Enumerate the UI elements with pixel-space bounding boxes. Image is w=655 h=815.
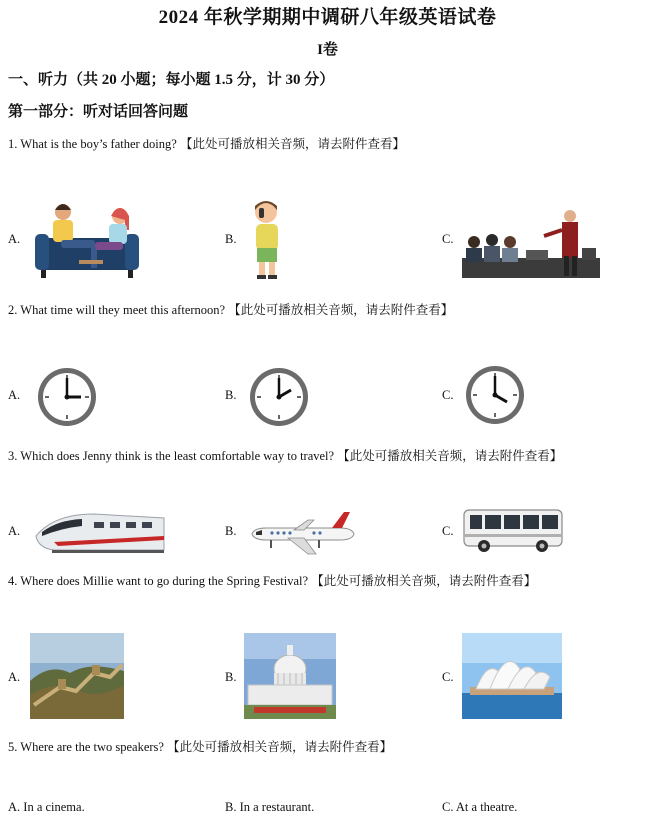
high-speed-train-image[interactable]: [34, 506, 168, 556]
q1-option-a-letter: A.: [8, 232, 21, 246]
part-heading: 第一部分：听对话回答问题: [8, 104, 189, 120]
couple-on-sofa-image[interactable]: [35, 200, 140, 280]
q2-option-a-letter: A.: [8, 388, 21, 402]
q2-option-c-letter: C.: [442, 388, 454, 402]
q3-option-b-letter: B.: [225, 524, 237, 538]
us-capitol-image[interactable]: [244, 633, 336, 719]
boy-on-phone-image[interactable]: [248, 198, 288, 280]
q1-option-c-letter: C.: [442, 232, 454, 246]
q4-option-b-letter: B.: [225, 670, 237, 684]
q2-option-b-letter: B.: [225, 388, 237, 402]
section-heading: 一、听力（共 20 小题；每小题 1.5 分，计 30 分）: [8, 72, 335, 88]
clock-2-oclock-image[interactable]: [248, 366, 310, 428]
question-5-text: 5. Where are the two speakers? 【此处可播放相关音频，请去附件查看】: [8, 740, 393, 754]
q5-option-c-text: At a theatre.: [455, 800, 518, 814]
q5-option-a-letter: A.: [8, 800, 21, 814]
exam-title: 2024 年秋学期期中调研八年级英语试卷: [158, 7, 497, 28]
clock-4-oclock-image[interactable]: [464, 364, 526, 426]
q5-option-b-letter: B.: [225, 800, 237, 814]
q4-option-c-letter: C.: [442, 670, 454, 684]
q4-option-a-letter: A.: [8, 670, 21, 684]
bus-image[interactable]: [462, 506, 564, 554]
question-3-text: 3. Which does Jenny think is the least comfortable way to travel? 【此处可播放相关音频，请去附件查看】: [8, 449, 563, 463]
q1-option-b-letter: B.: [225, 232, 237, 246]
q3-option-c-letter: C.: [442, 524, 454, 538]
question-2-text: 2. What time will they meet this afternoon? 【此处可播放相关音频，请去附件查看】: [8, 303, 454, 317]
question-1-text: 1. What is the boy’s father doing? 【此处可播放相关音频，请去附件查看】: [8, 137, 405, 151]
great-wall-image[interactable]: [30, 633, 124, 719]
business-meeting-image[interactable]: [462, 208, 600, 278]
q5-option-a-text: In a cinema.: [23, 800, 85, 814]
clock-3-oclock-image[interactable]: [36, 366, 98, 428]
q3-option-a-letter: A.: [8, 524, 21, 538]
paper-label: I卷: [317, 42, 338, 58]
sydney-opera-house-image[interactable]: [462, 633, 562, 719]
question-4-text: 4. Where does Millie want to go during the Spring Festival? 【此处可播放相关音频，请去附件查看】: [8, 574, 537, 588]
q5-option-b-text: In a restaurant.: [239, 800, 315, 814]
airplane-image[interactable]: [248, 508, 358, 558]
q5-option-c-letter: C.: [442, 800, 454, 814]
